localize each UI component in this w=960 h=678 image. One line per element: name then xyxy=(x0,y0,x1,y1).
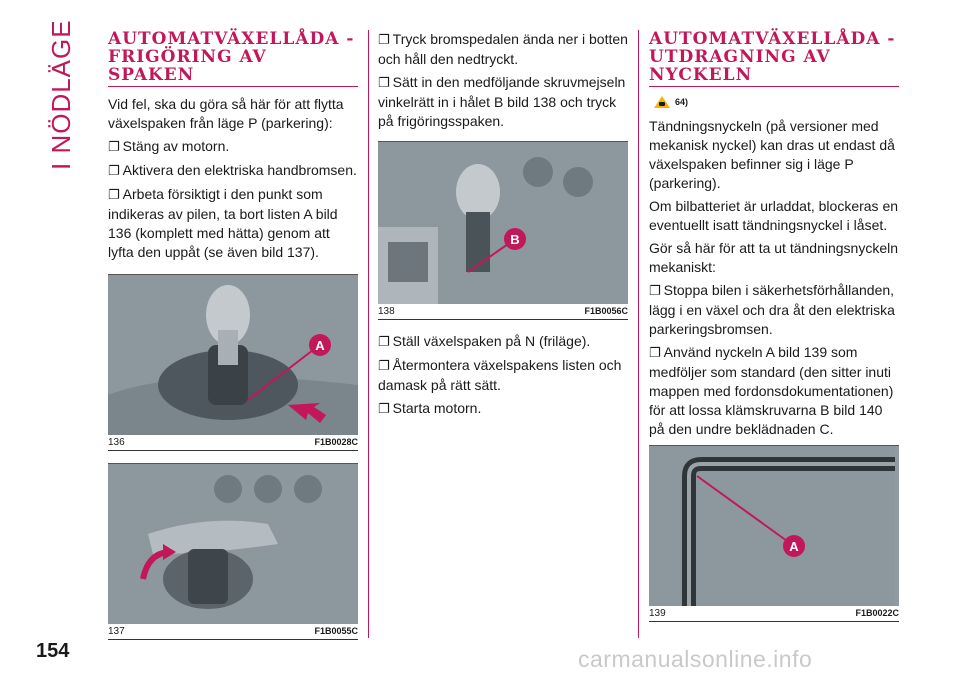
checkbox-bullet-icon: ❐ xyxy=(649,284,661,299)
watermark: carmanualsonline.info xyxy=(578,646,813,672)
release-lever-illustration xyxy=(378,142,628,304)
paragraph: Gör så här för att ta ut tändningsnyckeln mekaniskt: xyxy=(649,240,899,275)
checkbox-bullet-icon: ❐ xyxy=(378,359,390,374)
list-item: ❐ Ställ växelspaken på N (friläge). xyxy=(378,333,591,350)
figure-137-image xyxy=(108,463,358,624)
list-item: ❐ Tryck bromspedalen ända ner i botten och håll den nedtryckt. xyxy=(378,31,628,67)
list-item: ❐ Arbeta försiktigt i den punkt som indikeras av pilen, ta bort listen A bild 136 (komplett med hätta) genom att lyfta den uppåt (se även bild 137). xyxy=(108,186,338,260)
figure-caption: 139 F1B0022C xyxy=(649,606,899,622)
checkbox-bullet-icon: ❐ xyxy=(378,335,390,350)
column-1 xyxy=(108,30,358,652)
list-item: ❐ Återmontera växelspakens listen och damask på rätt sätt. xyxy=(378,357,622,393)
warning-reference: 64) xyxy=(653,95,899,109)
intro-paragraph: Vid fel, ska du göra så här för att flytta växelspaken från läge P (parkering): xyxy=(108,96,344,131)
side-tab-label: I NÖDLÄGE xyxy=(46,19,76,170)
checkbox-bullet-icon: ❐ xyxy=(378,402,390,417)
heading-block xyxy=(108,30,358,87)
section-side-tab xyxy=(42,19,82,170)
warning-hand-icon xyxy=(653,95,671,109)
list-item: ❐ Stoppa bilen i säkerhetsförhållanden, lägg i en växel och dra åt den elektriska parkeringsbromsen. xyxy=(649,282,895,337)
heading-block xyxy=(649,30,899,87)
column-divider-1 xyxy=(368,30,369,638)
checkbox-bullet-icon: ❐ xyxy=(108,188,120,203)
section-heading: AUTOMATVÄXELLÅDA - UTDRAGNING AV NYCKELN xyxy=(649,29,896,85)
gear-selector-illustration xyxy=(108,275,358,435)
list-item: ❐ Använd nyckeln A bild 139 som medföljer som standard (den sitter inuti mappen med fordonsdokumentationen) för att lossa klämskruvarna B bild 140 på den undre beklädnaden C. xyxy=(649,344,894,437)
list-item: ❐ Sätt in den medföljande skruvmejseln vinkelrätt in i hålet B bild 138 och tryck på frigöringsspaken. xyxy=(378,74,626,129)
checkbox-bullet-icon: ❐ xyxy=(649,346,661,361)
section-heading: AUTOMATVÄXELLÅDA - FRIGÖRING AV SPAKEN xyxy=(108,29,355,85)
column-2 xyxy=(378,30,628,423)
callout-label: A xyxy=(789,539,799,554)
figure-136-image xyxy=(108,274,358,435)
column-divider-2 xyxy=(638,30,639,638)
checkbox-bullet-icon: ❐ xyxy=(378,33,390,48)
checkbox-bullet-icon: ❐ xyxy=(378,76,390,91)
figure-caption: 136 F1B0028C xyxy=(108,435,358,451)
paragraph: Om bilbatteriet är urladdat, blockeras en eventuellt isatt tändningsnyckel i låset. xyxy=(649,198,899,233)
callout-label: A xyxy=(315,338,325,353)
list-item: ❐ Starta motorn. xyxy=(378,400,482,417)
page-number: 154 xyxy=(36,640,70,662)
figure-caption: 138 F1B0056C xyxy=(378,304,628,320)
column-3 xyxy=(649,30,899,634)
console-trim-illustration xyxy=(108,464,358,624)
checkbox-bullet-icon: ❐ xyxy=(108,140,120,155)
key-tool-illustration xyxy=(649,446,895,606)
list-item: ❐ Aktivera den elektriska handbromsen. xyxy=(108,162,357,179)
figure-138-image xyxy=(378,141,628,304)
figure-caption: 137 F1B0055C xyxy=(108,624,358,640)
paragraph: Tändningsnyckeln (på versioner med mekanisk nyckel) kan dras ut endast då växelspaken befinner sig i läge P (parkering). xyxy=(649,118,895,191)
callout-label: B xyxy=(510,232,520,247)
figure-139-image xyxy=(649,445,899,606)
checkbox-bullet-icon: ❐ xyxy=(108,164,120,179)
list-item: ❐ Stäng av motorn. xyxy=(108,138,230,155)
